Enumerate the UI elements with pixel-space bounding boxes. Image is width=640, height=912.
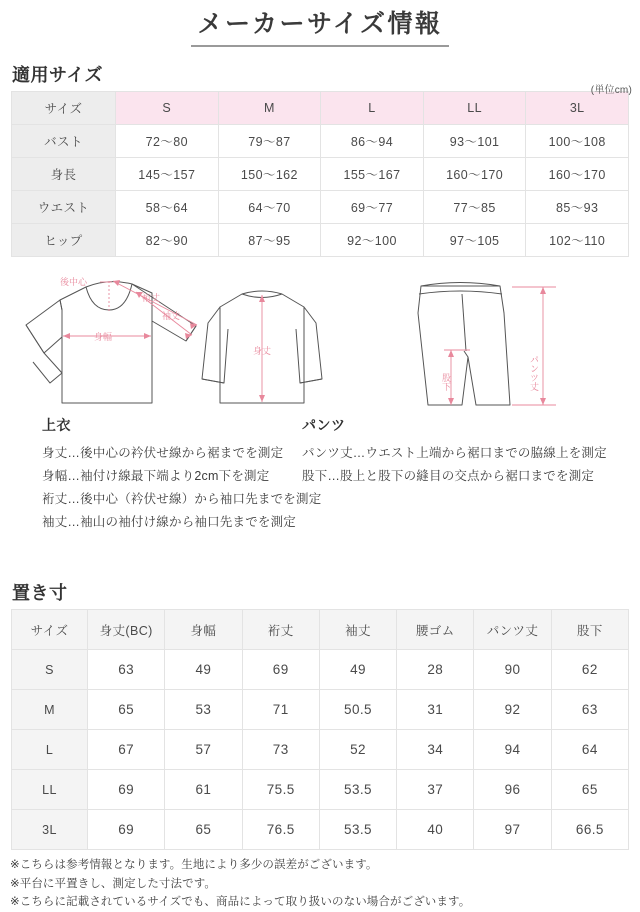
body-width-arrow-left [63, 333, 70, 339]
front-left-sleeve-upper [26, 300, 62, 353]
cell-ll-body-length: 69 [88, 770, 165, 810]
cell-3l-sleeve-total: 76.5 [242, 810, 319, 850]
cell-bust-l: 86〜94 [321, 125, 424, 158]
row-header-height: 身長 [12, 158, 116, 191]
row-header-l: L [12, 730, 88, 770]
table-row [12, 125, 629, 158]
row-header-waist: ウエスト [12, 191, 116, 224]
col-header-body-width: 身幅 [165, 610, 242, 650]
table-row [12, 158, 629, 191]
cell-bust-m: 79〜87 [218, 125, 321, 158]
label-pants-length: パンツ丈 [529, 355, 539, 391]
front-left-sleeve-fold [26, 325, 44, 353]
cell-3l-body-width: 65 [165, 810, 242, 850]
footnote-1: ※こちらは参考情報となります。生地により多少の誤差がございます。 [10, 859, 378, 871]
col-header-sleeve: 袖丈 [319, 610, 396, 650]
label-sleeve-total: 裄丈 [142, 293, 161, 303]
cell-hip-ll: 97〜105 [423, 224, 526, 257]
cell-m-sleeve: 50.5 [319, 690, 396, 730]
table-row [12, 224, 629, 257]
cell-ll-body-width: 61 [165, 770, 242, 810]
pants-length-arrow-bottom [540, 398, 546, 405]
col-header-pants-length: パンツ丈 [474, 610, 551, 650]
table-row [12, 810, 629, 850]
cell-ll-waist-elastic: 37 [397, 770, 474, 810]
col-header-l: L [321, 92, 424, 125]
pants-length-arrow-top [540, 287, 546, 294]
flat-measurement-table [11, 609, 629, 850]
col-header-m: M [218, 92, 321, 125]
cell-3l-body-length: 69 [88, 810, 165, 850]
cell-m-body-width: 53 [165, 690, 242, 730]
sleeve-total-arrow-start [113, 280, 120, 286]
cell-waist-m: 64〜70 [218, 191, 321, 224]
footnote-3: ※こちらに記載されているサイズでも、商品によって取り扱いのない場合がございます。 [10, 896, 471, 909]
cell-3l-waist-elastic: 40 [397, 810, 474, 850]
pants-title: パンツ [302, 417, 346, 433]
row-header-ll: LL [12, 770, 88, 810]
body-length-arrow-top [259, 295, 265, 302]
cell-height-ll: 160〜170 [423, 158, 526, 191]
cell-s-sleeve-total: 69 [242, 650, 319, 690]
cell-3l-pants-length: 97 [474, 810, 551, 850]
pants-waistband-top [421, 283, 500, 287]
cell-height-m: 150〜162 [218, 158, 321, 191]
cell-s-pants-length: 90 [474, 650, 551, 690]
applicable-size-table [11, 91, 629, 257]
cell-l-waist-elastic: 34 [397, 730, 474, 770]
table-row [12, 191, 629, 224]
size-section [0, 61, 640, 257]
pants-description [302, 415, 607, 488]
cell-m-inseam: 63 [551, 690, 628, 730]
front-left-sleeve-lower [33, 353, 62, 383]
measure-section-heading: 置き寸 [12, 583, 68, 603]
label-mask [0, 263, 1, 264]
cell-bust-ll: 93〜101 [423, 125, 526, 158]
pants-crotch [464, 351, 468, 357]
cell-bust-3l: 100〜108 [526, 125, 629, 158]
cell-l-body-width: 57 [165, 730, 242, 770]
row-header-hip: ヒップ [12, 224, 116, 257]
cell-height-l: 155〜167 [321, 158, 424, 191]
cell-s-sleeve: 49 [319, 650, 396, 690]
cell-height-3l: 160〜170 [526, 158, 629, 191]
inseam-arrow-top [448, 350, 454, 357]
cell-m-waist-elastic: 31 [397, 690, 474, 730]
cell-s-waist-elastic: 28 [397, 650, 474, 690]
measurement-diagrams [0, 263, 640, 415]
cell-ll-inseam: 65 [551, 770, 628, 810]
page-title-container [0, 0, 640, 47]
row-header-3l: 3L [12, 810, 88, 850]
top-desc-line-1: 身丈…後中心の衿伏せ線から裾までを測定 [42, 446, 284, 460]
cell-waist-ll: 77〜85 [423, 191, 526, 224]
table-row [12, 770, 629, 810]
top-garment-title: 上衣 [42, 417, 71, 433]
measurement-descriptions [0, 415, 640, 530]
inseam-arrow-bottom [448, 398, 454, 405]
cell-l-pants-length: 94 [474, 730, 551, 770]
col-header-s: S [116, 92, 219, 125]
label-back-center: 後中心 [60, 277, 88, 287]
page-title: メーカーサイズ情報 [191, 9, 448, 47]
cell-l-body-length: 67 [88, 730, 165, 770]
cell-m-body-length: 65 [88, 690, 165, 730]
table-header-row [12, 610, 629, 650]
table-row [12, 730, 629, 770]
pants-desc-line-1: パンツ丈…ウエスト上端から裾口までの脇線上を測定 [302, 446, 607, 460]
unit-note: (単位cm) [590, 85, 632, 96]
table-header-row [12, 92, 629, 125]
cell-hip-m: 87〜95 [218, 224, 321, 257]
front-body-outline [60, 282, 152, 403]
cell-3l-sleeve: 53.5 [319, 810, 396, 850]
cell-ll-sleeve: 53.5 [319, 770, 396, 810]
sleeve-total-measure-line [113, 281, 197, 325]
label-body-length: 身丈 [253, 346, 272, 356]
body-width-arrow-right [144, 333, 151, 339]
cell-waist-l: 69〜77 [321, 191, 424, 224]
cell-hip-s: 82〜90 [116, 224, 219, 257]
top-desc-line-3: 裄丈…後中心（衿伏せ線）から袖口先までを測定 [42, 492, 322, 507]
row-header-m: M [12, 690, 88, 730]
cell-l-sleeve: 52 [319, 730, 396, 770]
cell-waist-s: 58〜64 [116, 191, 219, 224]
pants-center-crease [462, 294, 466, 351]
cell-s-body-width: 49 [165, 650, 242, 690]
cell-bust-s: 72〜80 [116, 125, 219, 158]
measure-section [0, 579, 640, 850]
cell-hip-l: 92〜100 [321, 224, 424, 257]
cell-s-inseam: 62 [551, 650, 628, 690]
col-header-ll: LL [423, 92, 526, 125]
label-sleeve: 袖丈 [162, 311, 181, 321]
top-garment-description [42, 415, 321, 535]
cell-s-body-length: 63 [88, 650, 165, 690]
pants-desc-line-2: 股下…股上と股下の縫目の交点から裾口までを測定 [302, 469, 595, 484]
pants-waistband-bottom [419, 291, 502, 294]
cell-waist-3l: 85〜93 [526, 191, 629, 224]
back-left-sleeve [202, 307, 228, 383]
cell-ll-sleeve-total: 75.5 [242, 770, 319, 810]
row-header-bust: バスト [12, 125, 116, 158]
row-header-s: S [12, 650, 88, 690]
label-inseam: 股下 [441, 373, 451, 391]
table-row [12, 690, 629, 730]
cell-m-pants-length: 92 [474, 690, 551, 730]
footnote-2: ※平台に平置きし、測定した寸法です。 [10, 877, 217, 890]
back-right-sleeve [296, 307, 322, 383]
footnotes [0, 850, 640, 912]
size-section-heading: 適用サイズ [12, 65, 104, 85]
body-length-arrow-bottom [259, 395, 265, 402]
cell-l-inseam: 64 [551, 730, 628, 770]
col-header-size: サイズ [12, 92, 116, 125]
table-row [12, 650, 629, 690]
col-header-size: サイズ [12, 610, 88, 650]
cell-height-s: 145〜157 [116, 158, 219, 191]
pants-outline [418, 286, 510, 405]
top-desc-line-4: 袖丈…袖山の袖付け線から袖口先までを測定 [42, 515, 297, 530]
col-header-inseam: 股下 [551, 610, 628, 650]
cell-hip-3l: 102〜110 [526, 224, 629, 257]
front-left-armhole [60, 300, 62, 310]
back-left-cuff [202, 379, 224, 383]
cell-l-sleeve-total: 73 [242, 730, 319, 770]
label-body-width: 身幅 [94, 332, 113, 342]
top-desc-line-2: 身幅…袖付け線最下端より2cm下を測定 [42, 469, 270, 484]
col-header-3l: 3L [526, 92, 629, 125]
col-header-sleeve-total: 裄丈 [242, 610, 319, 650]
back-right-cuff [300, 379, 322, 383]
garment-diagram-svg [0, 263, 640, 415]
col-header-body-length: 身丈(BC) [88, 610, 165, 650]
col-header-waist-elastic: 腰ゴム [397, 610, 474, 650]
cell-m-sleeve-total: 71 [242, 690, 319, 730]
cell-ll-pants-length: 96 [474, 770, 551, 810]
cell-3l-inseam: 66.5 [551, 810, 628, 850]
